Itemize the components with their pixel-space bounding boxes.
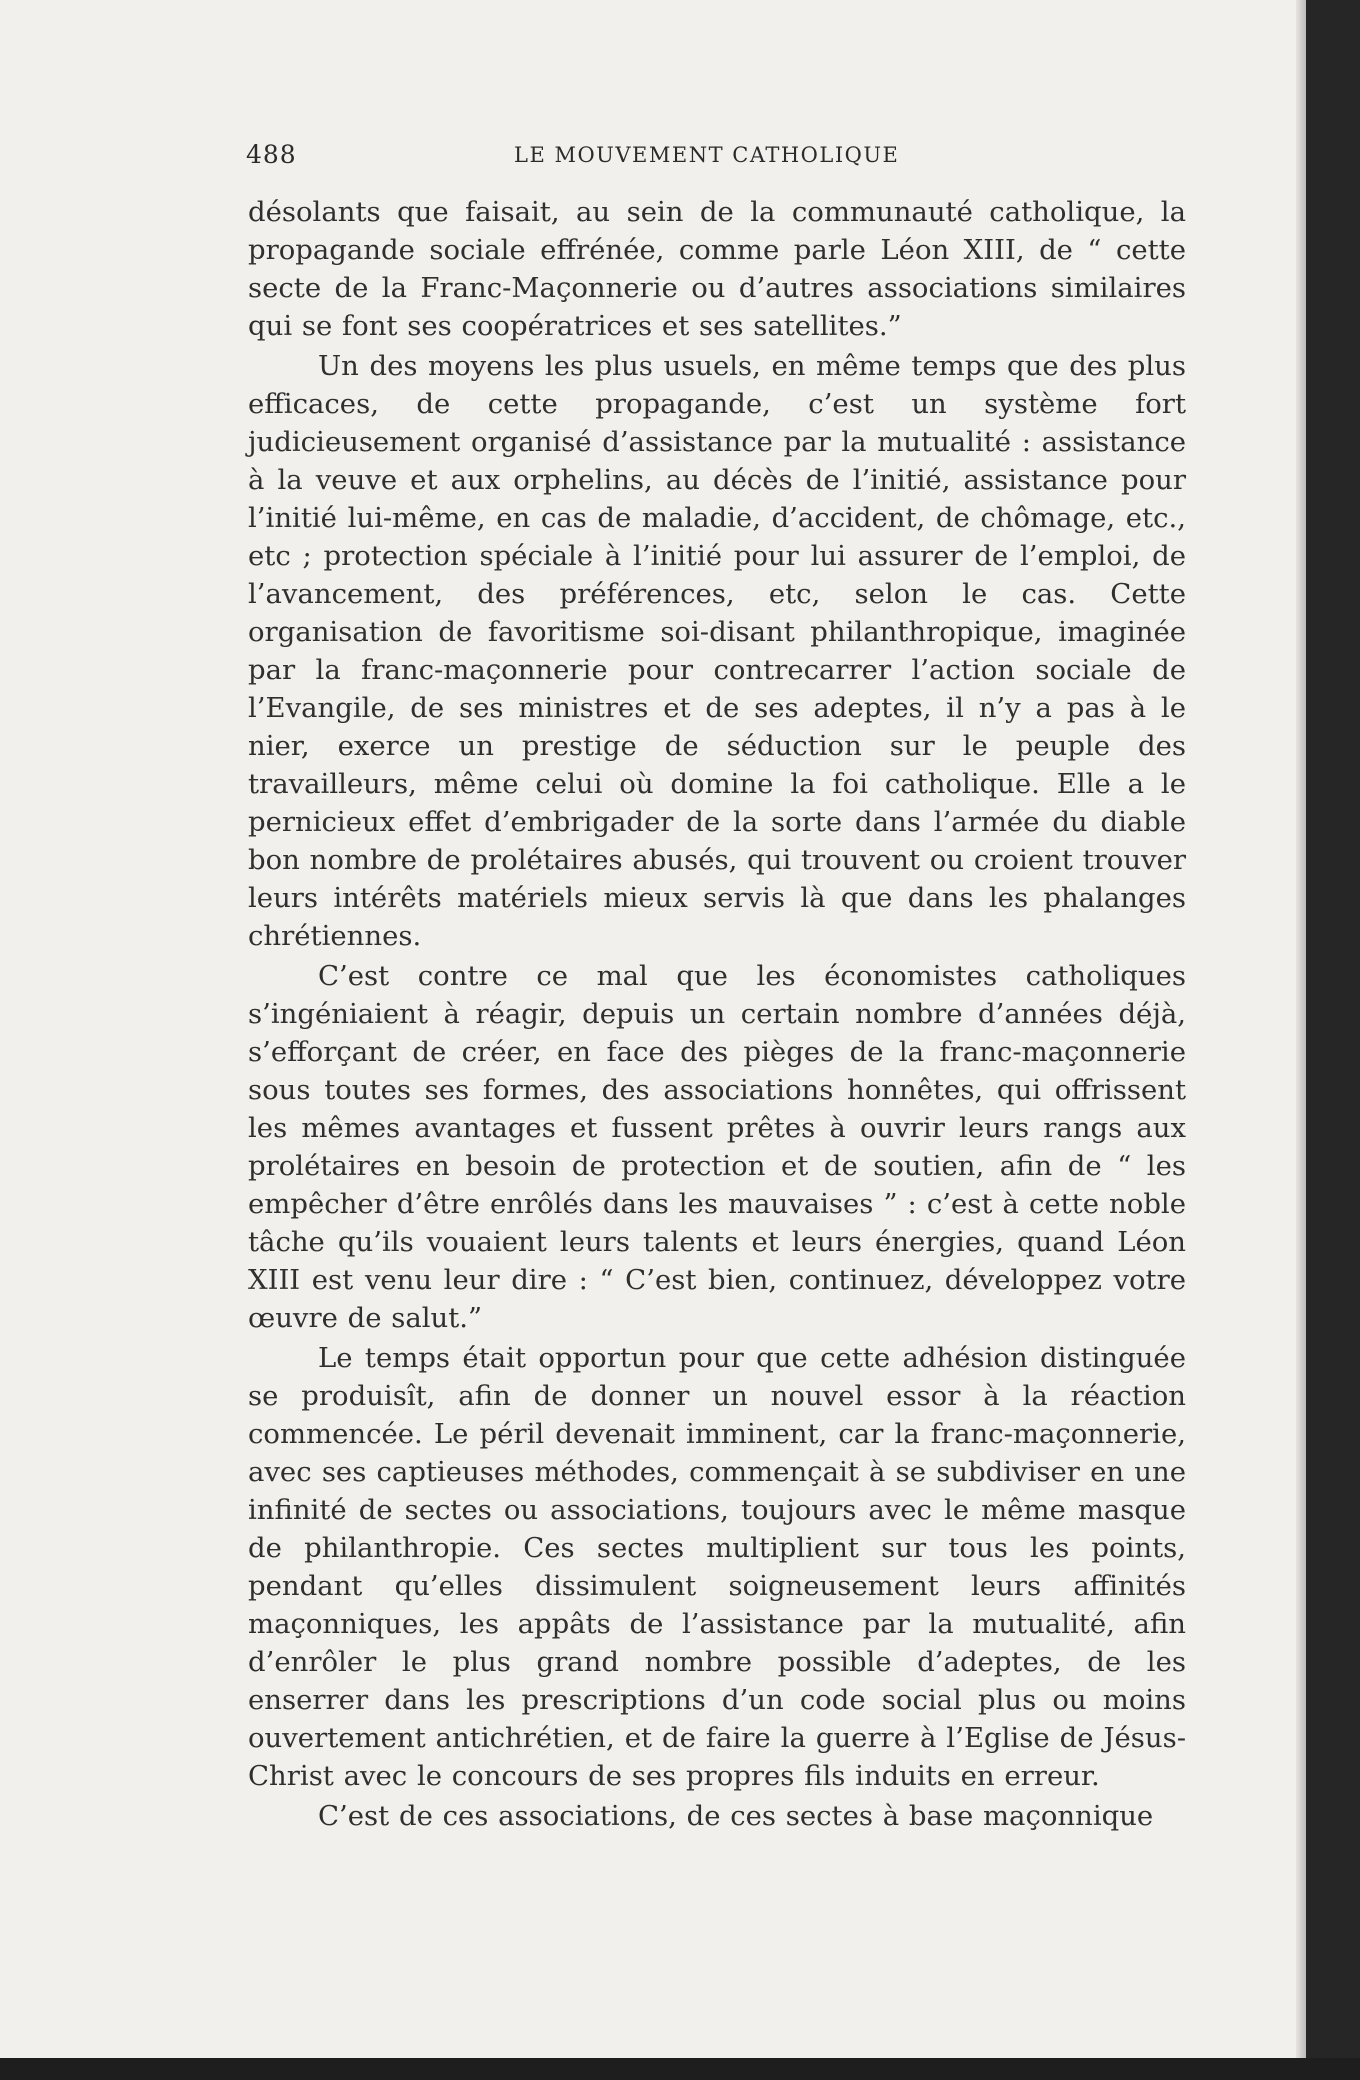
paragraph-1: désolants que faisait, au sein de la communauté catholique, la propagande sociale effrénée, comme parle Léon XIII, de “ cette secte de la Franc-Maçonnerie ou d’autres associations similaires qui se font ses coopératrices et ses satellites.” [248,196,1186,342]
body-text [248,193,1186,1835]
scan-border [0,2058,1360,2080]
page-number: 488 [246,140,297,169]
paragraph-3: C’est contre ce mal que les économistes catholiques s’ingéniaient à réagir, depuis un certain nombre d’années déjà, s’efforçant de créer, en face des pièges de la franc-maçonnerie sous toutes ses formes, des associations honnêtes, qui offrissent les mêmes avantages et fussent prêtes à ouvrir leurs rangs aux prolétaires en besoin de protection et de soutien, afin de “ les empêcher d’être enrôlés dans les mauvaises ” : c’est à cette noble tâche qu’ils vouaient leurs talents et leurs énergies, quand Léon XIII est venu leur dire : “ C’est bien, continuez, développez votre œuvre de salut.” [248,960,1186,1334]
page-edge-shadow [1296,0,1306,2058]
paragraph-2: Un des moyens les plus usuels, en même temps que des plus efficaces, de cette propagande, c’est un système fort judicieusement organisé d’assistance par la mutualité : assistance à la veuve et aux orphelins, au décès de l’initié, assistance pour l’initié lui-même, en cas de maladie, d’accident, de chômage, etc., etc ; protection spéciale à l’initié pour lui assurer de l’emploi, de l’avancement, des préférences, etc, selon le cas. Cette organisation de favoritisme soi-disant philanthropique, imaginée par la franc-maçonnerie pour contrecarrer l’action sociale de l’Evangile, de ses ministres et de ses adeptes, il n’y a pas à le nier, exerce un prestige de séduction sur le peuple des travailleurs, même celui où domine la foi catholique. Elle a le pernicieux effet d’embrigader de la sorte dans l’armée du diable bon nombre de prolétaires abusés, qui trouvent ou croient trouver leurs intérêts matériels mieux servis là que dans les phalanges chrétiennes. [248,350,1186,952]
running-title: LE MOUVEMENT CATHOLIQUE [514,143,900,167]
page-header [246,140,1176,170]
paragraph-4: Le temps était opportun pour que cette adhésion distinguée se produisît, afin de donner un nouvel essor à la réaction commencée. Le péril devenait imminent, car la franc-maçonnerie, avec ses captieuses méthodes, commençait à se subdiviser en une infinité de sectes ou associations, toujours avec le même masque de philanthropie. Ces sectes multiplient sur tous les points, pendant qu’elles dissimulent soigneusement leurs affinités maçonniques, les appâts de l’assistance par la mutualité, afin d’enrôler le plus grand nombre possible d’adeptes, de les enserrer dans les prescriptions d’un code social plus ou moins ouvertement antichrétien, et de faire la guerre à l’Eglise de Jésus-Christ avec le concours de ses propres fils induits en erreur. [248,1342,1186,1792]
paragraph-5: C’est de ces associations, de ces sectes à base maçonnique [318,1800,1154,1832]
